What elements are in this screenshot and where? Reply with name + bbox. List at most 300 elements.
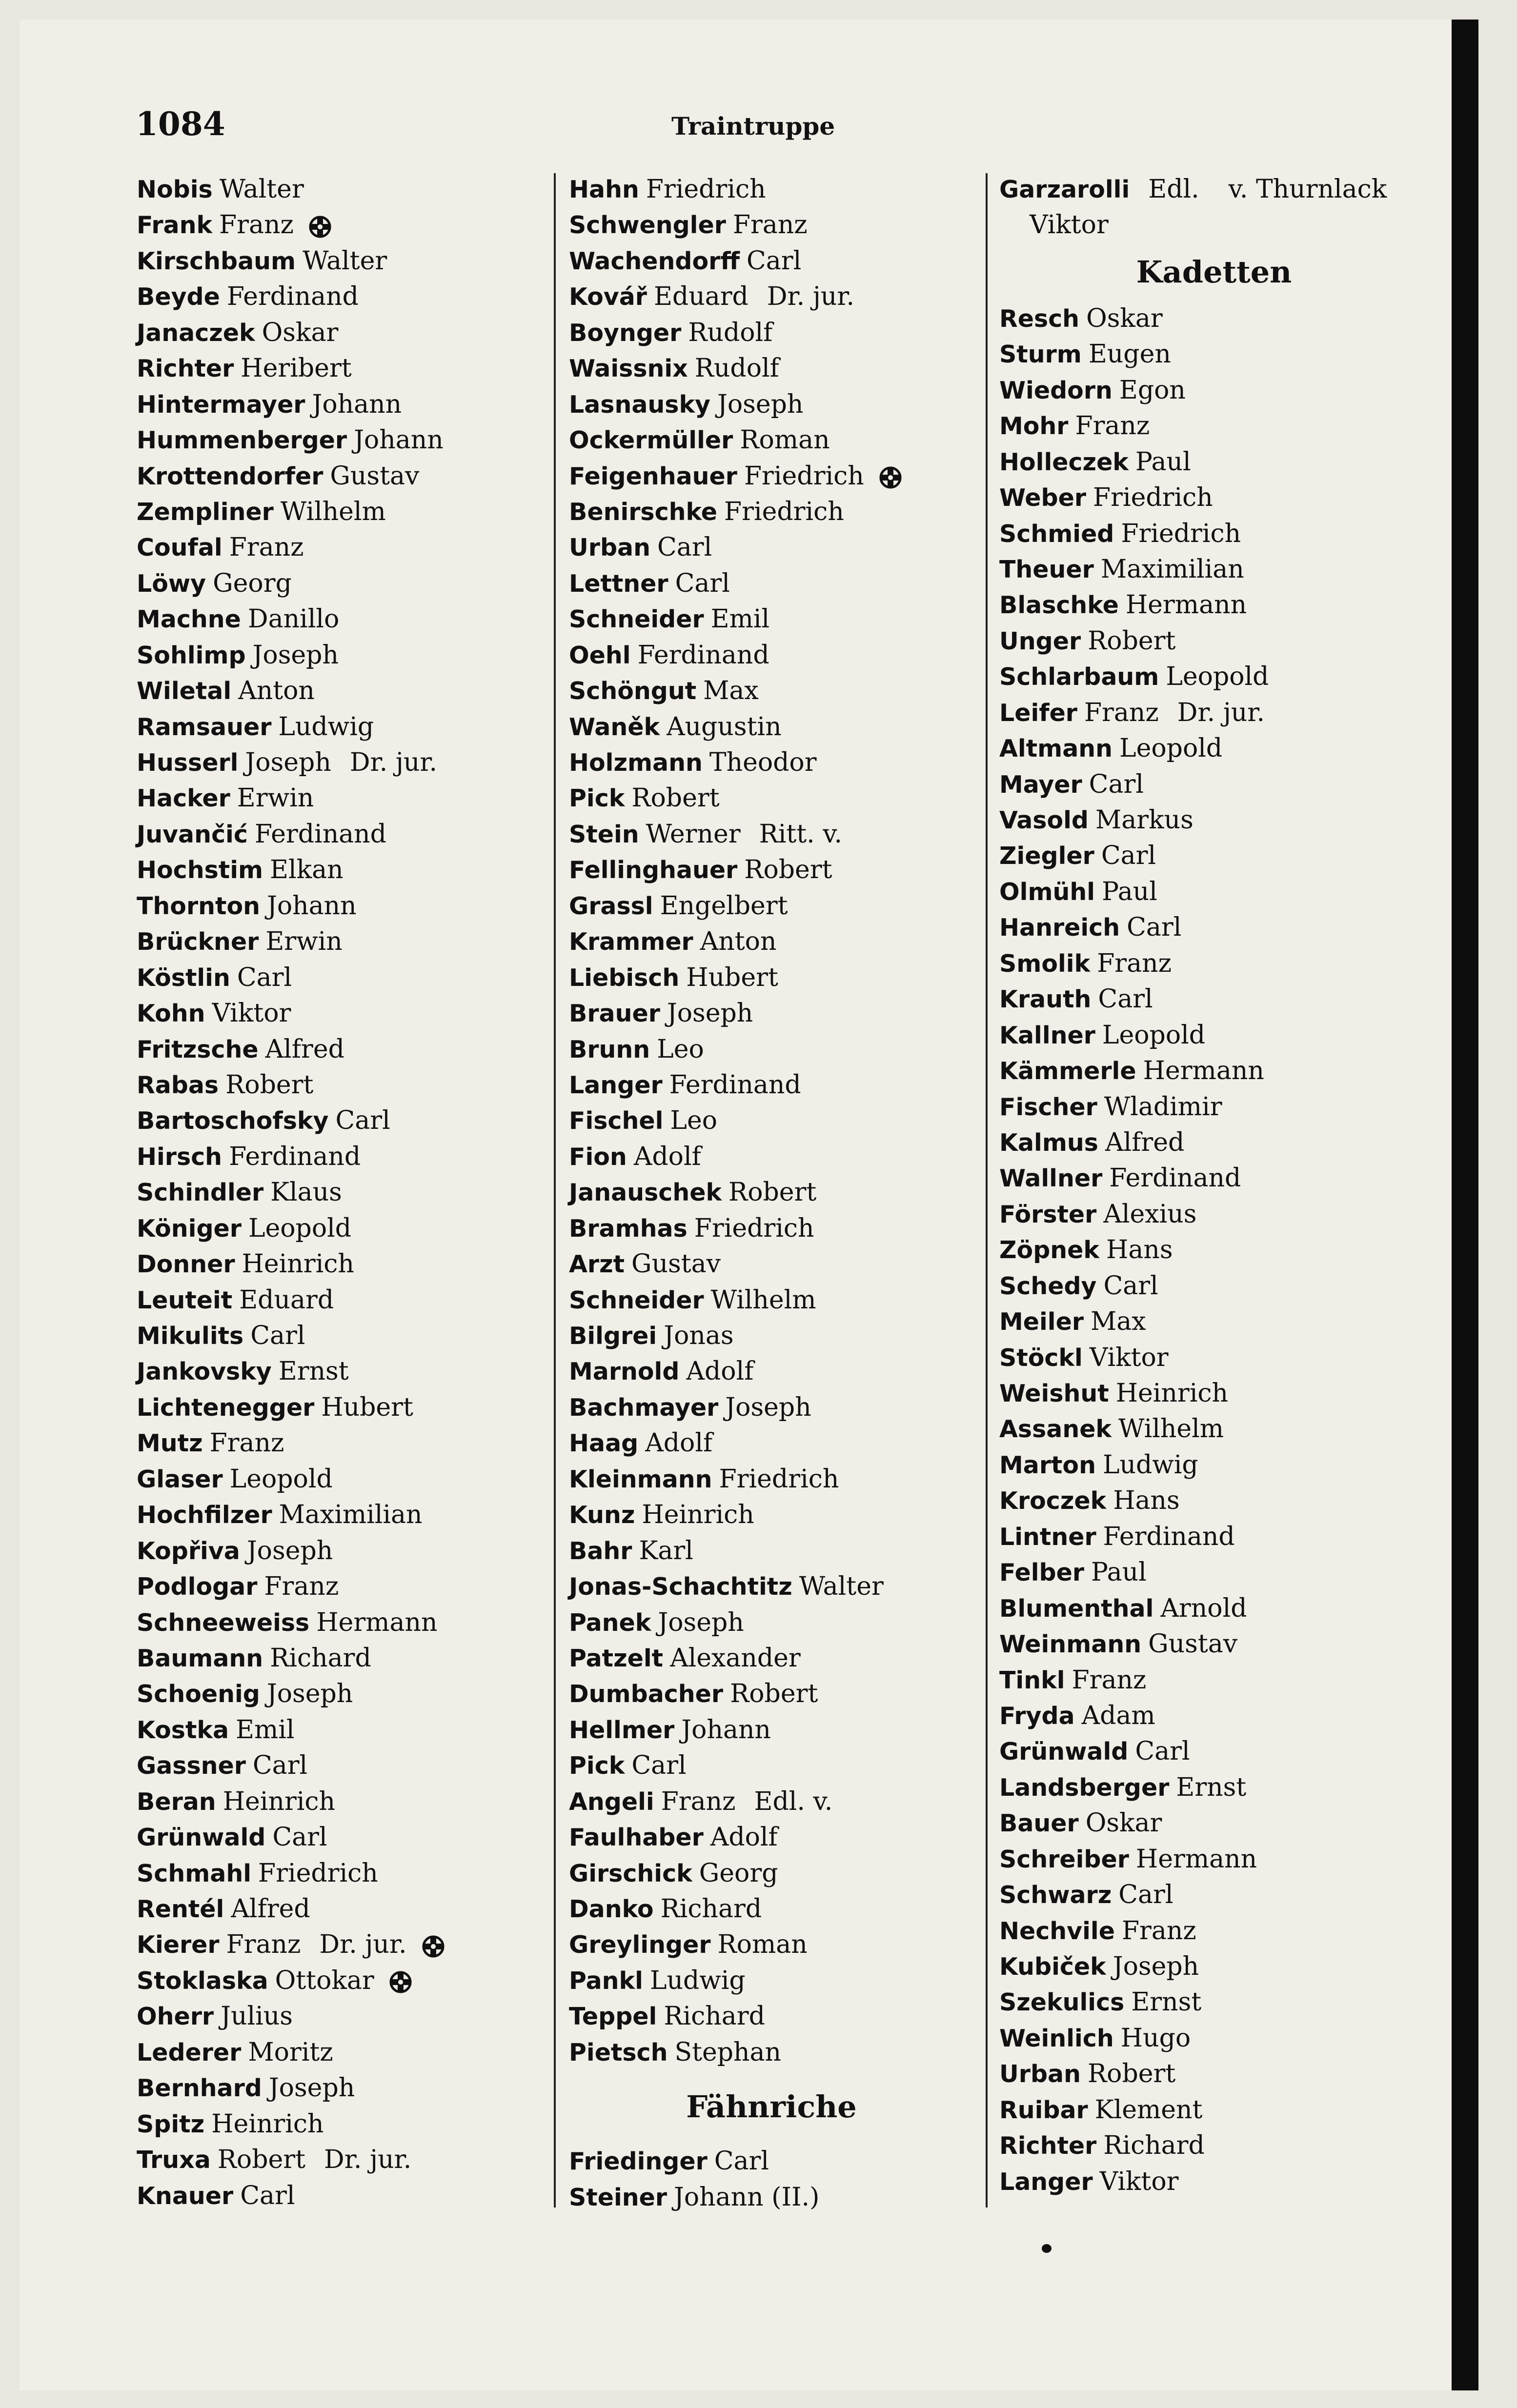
surname: Stöckl [999, 1344, 1083, 1372]
name-entry [999, 731, 1429, 766]
name-entry [569, 1067, 974, 1103]
surname: Sohlimp [137, 641, 246, 669]
name-entry [569, 1246, 974, 1282]
given-name: Viktor [1089, 1343, 1169, 1372]
surname: Fellinghauer [569, 856, 738, 884]
name-entry [999, 1698, 1429, 1734]
surname: Wallner [999, 1164, 1103, 1193]
given-name: Franz [1075, 411, 1150, 441]
surname: Knauer [137, 2182, 234, 2210]
name-entry [569, 207, 974, 243]
surname: Löwy [137, 569, 206, 598]
name-entry [999, 1555, 1429, 1590]
given-name: Maximilian [279, 1500, 423, 1530]
given-name: Hermann [1143, 1056, 1264, 1086]
name-entry [999, 1197, 1429, 1232]
name-entry [137, 1748, 542, 1784]
name-entry [137, 2035, 542, 2070]
surname: Kleinmann [569, 1465, 712, 1493]
given-name: Alfred [1105, 1127, 1185, 1157]
given-name: Carl [252, 1751, 308, 1781]
page-number: 1084 [136, 105, 225, 143]
surname: Husserl [137, 749, 239, 777]
name-entry [999, 1018, 1429, 1053]
surname: Grünwald [137, 1824, 266, 1852]
given-name: Ferdinand [1109, 1164, 1241, 1193]
name-entry [569, 1211, 974, 1246]
name-entry [569, 387, 974, 422]
given-name: Joseph [717, 389, 804, 419]
given-name: Friedrich [1121, 519, 1241, 548]
name-entry [999, 1626, 1429, 1662]
given-name: Georg [213, 568, 292, 598]
given-name: Robert [217, 2145, 306, 2175]
surname: Frank [137, 211, 213, 240]
given-name: Hubert [686, 963, 778, 992]
name-entry [137, 1891, 542, 1927]
surname: Spitz [137, 2110, 205, 2138]
name-entry [569, 1032, 974, 1067]
surname: Szekulics [999, 1988, 1125, 2017]
surname: Pankl [569, 1967, 643, 1995]
surname: Zempliner [137, 498, 274, 526]
name-entry [999, 1770, 1429, 1806]
name-entry [999, 982, 1429, 1017]
name-entry [569, 745, 974, 781]
given-name: Robert [728, 1178, 817, 1207]
given-name: Franz [226, 1930, 301, 1960]
name-entry [137, 2142, 542, 2178]
given-name: Ottokar [275, 1966, 374, 1995]
given-name: Heinrich [242, 1249, 354, 1279]
surname: Unger [999, 627, 1081, 655]
given-name: Ludwig [1102, 1450, 1198, 1480]
name-entry [999, 1411, 1429, 1447]
name-entry [569, 638, 974, 673]
given-name: Carl [1089, 769, 1144, 799]
name-entry [569, 1712, 974, 1748]
name-entry [569, 1641, 974, 1676]
given-name: Franz [1084, 698, 1159, 727]
surname: Bahr [569, 1537, 632, 1565]
surname: Köstlin [137, 963, 230, 992]
name-entry [137, 207, 542, 243]
given-name: Max [703, 676, 759, 706]
cross-icon [420, 1933, 447, 1960]
given-name: Heinrich [1115, 1379, 1229, 1408]
name-entry [569, 1748, 974, 1784]
surname: Angeli [569, 1787, 654, 1816]
name-entry [569, 1318, 974, 1354]
surname: Wiedorn [999, 376, 1112, 404]
surname: Schwarz [999, 1881, 1112, 1909]
given-name: Viktor [212, 999, 291, 1028]
given-name: Joseph [268, 2073, 355, 2103]
name-entry [137, 315, 542, 351]
surname: Waissnix [569, 355, 688, 383]
surname: Kovář [569, 283, 647, 311]
surname: Fryda [999, 1702, 1075, 1730]
name-entry [569, 817, 974, 852]
given-name: Joseph [658, 1607, 744, 1637]
name-entry [999, 1591, 1429, 1626]
name-entry [137, 2070, 542, 2106]
given-name: Eugen [1088, 340, 1171, 369]
name-entry [137, 1963, 542, 1999]
surname: Kroczek [999, 1487, 1107, 1515]
given-name: Max [1090, 1307, 1146, 1337]
name-entry [999, 695, 1429, 731]
given-name: Ferdinand [226, 282, 359, 312]
given-name: Hermann [1125, 590, 1247, 620]
given-name: Franz [1121, 1916, 1196, 1946]
section-heading-faehnriche: Fähnriche [686, 2089, 857, 2125]
surname: Haag [569, 1429, 639, 1458]
name-entry [569, 351, 974, 386]
surname: Urban [999, 2060, 1081, 2088]
name-entry [569, 1283, 974, 1318]
name-entry [569, 172, 974, 207]
given-name: Joseph [266, 1679, 353, 1709]
given-name: Ferdinand [254, 819, 386, 849]
given-name: Egon [1119, 375, 1186, 405]
ink-dot [1042, 2244, 1052, 2253]
given-name: Richard [664, 2002, 765, 2031]
given-name: Heribert [241, 354, 352, 383]
name-entry [569, 1605, 974, 1641]
name-entry [999, 1985, 1429, 2020]
name-entry [569, 279, 974, 315]
name-entry [999, 1089, 1429, 1125]
name-entry [999, 2128, 1429, 2164]
surname: Greylinger [569, 1931, 711, 1959]
given-name: Friedrich [744, 461, 864, 491]
surname: Felber [999, 1559, 1084, 1587]
surname: Grassl [569, 892, 653, 920]
column-3 [999, 172, 1429, 2200]
given-name: Johann (II.) [674, 2182, 820, 2212]
name-entry [999, 1053, 1429, 1089]
given-name: Richard [660, 1894, 762, 1924]
given-name: Ernst [1131, 1987, 1202, 2017]
given-name: Joseph [245, 748, 331, 777]
surname: Juvančić [137, 820, 248, 848]
given-name: Richard [1103, 2131, 1205, 2161]
given-name: Werner [646, 819, 741, 849]
given-name: Johann [267, 891, 357, 921]
scan-edge [1452, 20, 1478, 2390]
given-name: Gustav [330, 461, 420, 491]
surname: Theuer [999, 555, 1094, 583]
name-entry [999, 2092, 1429, 2128]
given-name: Adolf [645, 1428, 713, 1458]
surname: Oherr [137, 2003, 214, 2031]
surname: Waněk [569, 713, 660, 741]
surname: Assanek [999, 1415, 1112, 1444]
name-entry [137, 1569, 542, 1605]
name-entry [137, 279, 542, 315]
surname: Fischel [569, 1107, 664, 1135]
name-entry [569, 1927, 974, 1963]
name-entry [137, 602, 542, 637]
name-entry [999, 1806, 1429, 1841]
name-entry [999, 1232, 1429, 1268]
given-name: Alfred [231, 1894, 310, 1924]
surname: Fritzsche [137, 1035, 259, 1064]
surname: Rentél [137, 1895, 224, 1923]
name-entry [999, 946, 1429, 982]
given-name: Stephan [674, 2037, 782, 2067]
name-entry [137, 1318, 542, 1354]
given-name: Hans [1113, 1486, 1180, 1516]
surname: Beran [137, 1787, 216, 1816]
name-entry [569, 1354, 974, 1389]
surname: Zöpnek [999, 1236, 1099, 1264]
given-name: Carl [250, 1321, 305, 1350]
given-name: Robert [1087, 2059, 1176, 2089]
name-entry [569, 1820, 974, 1855]
given-name: Friedrich [724, 497, 844, 526]
surname: Mutz [137, 1429, 203, 1458]
given-name: Walter [303, 246, 387, 276]
surname: Brauer [569, 1000, 660, 1028]
name-entry [999, 1483, 1429, 1519]
given-name: Erwin [265, 927, 343, 957]
surname: Thornton [137, 892, 260, 920]
surname: Krottendorfer [137, 462, 324, 490]
column-rule-right [986, 173, 988, 2207]
given-name: Emil [710, 604, 770, 634]
name-entry [999, 2056, 1429, 2092]
column-rule-left [554, 173, 556, 2207]
name-entry [137, 422, 542, 458]
surname: Ramsauer [137, 713, 272, 741]
name-entry [137, 1354, 542, 1389]
given-name: Richard [270, 1643, 371, 1673]
surname: Leuteit [137, 1286, 233, 1314]
name-entry [999, 623, 1429, 659]
surname: Hanreich [999, 914, 1120, 942]
surname: Bilgrei [569, 1322, 657, 1350]
given-name: Oskar [1086, 303, 1163, 333]
given-name: Leopold [248, 1213, 352, 1243]
name-entry [569, 566, 974, 602]
surname: Weishut [999, 1380, 1109, 1407]
surname: Ziegler [999, 842, 1094, 870]
given-name: Friedrich [694, 1213, 814, 1243]
surname: Pick [569, 784, 625, 813]
given-name: Ernst [1176, 1772, 1247, 1802]
given-name: Franz [1097, 948, 1172, 978]
given-name: Wilhelm [1118, 1414, 1224, 1444]
given-name: Franz [1072, 1665, 1147, 1695]
surname: Smolik [999, 949, 1091, 978]
name-entry [999, 659, 1429, 695]
surname: Urban [569, 534, 650, 562]
given-name: Adolf [710, 1823, 778, 1852]
name-entry [137, 1927, 542, 1963]
name-entry [999, 1268, 1429, 1304]
title-suffix: Ritt. v. [759, 819, 842, 849]
surname: Fischer [999, 1093, 1097, 1121]
given-name: Leopold [229, 1464, 333, 1494]
column-1 [137, 172, 542, 2214]
cross-icon [387, 1968, 414, 1996]
surname: Weinlich [999, 2024, 1114, 2052]
surname: Stein [569, 820, 639, 848]
given-name: Walter [799, 1572, 884, 1602]
name-entry [999, 2021, 1429, 2056]
name-entry [569, 1569, 974, 1605]
name-entry [137, 172, 542, 207]
given-name: Robert [744, 855, 832, 885]
given-name: Ferdinand [1103, 1522, 1235, 1551]
surname: Schwengler [569, 211, 726, 240]
name-entry [999, 480, 1429, 516]
name-entry [137, 673, 542, 709]
given-name: Klement [1094, 2095, 1203, 2125]
surname: Krauth [999, 985, 1092, 1014]
given-name: Friedrich [646, 175, 766, 204]
surname: Ruibar [999, 2096, 1088, 2124]
given-name: Oskar [262, 318, 339, 347]
given-name: Joseph [667, 999, 753, 1028]
name-entry [137, 852, 542, 888]
surname: Pick [569, 1752, 625, 1780]
surname: Hochfilzer [137, 1501, 272, 1529]
surname: Langer [569, 1071, 663, 1099]
title: Edl. [1148, 175, 1199, 204]
given-name: Carl [1103, 1271, 1158, 1301]
given-name: Anton [238, 676, 315, 706]
name-entry [137, 1641, 542, 1676]
name-entry [999, 301, 1429, 337]
given-name: Theodor [709, 748, 817, 777]
surname: Lintner [999, 1523, 1096, 1551]
surname: Olmühl [999, 878, 1095, 906]
surname: Hintermayer [137, 390, 305, 419]
name-entry [999, 838, 1429, 874]
name-entry [569, 315, 974, 351]
name-entry [569, 1963, 974, 1999]
given-name: Franz [661, 1786, 736, 1816]
given-name: Hermann [316, 1607, 438, 1637]
given-name: Roman [717, 1930, 808, 1960]
given-name: Wilhelm [710, 1285, 816, 1315]
name-entry [569, 1175, 974, 1210]
surname: Schedy [999, 1272, 1097, 1300]
surname: Jonas-Schachtitz [569, 1573, 792, 1601]
name-entry [137, 1999, 542, 2034]
name-entry [137, 1856, 542, 1891]
surname: Vasold [999, 806, 1089, 834]
given-name: Klaus [270, 1178, 342, 1207]
name-entry [569, 1497, 974, 1533]
given-name: Carl [335, 1106, 390, 1136]
given-name: Eduard [239, 1285, 334, 1315]
given-name: Oskar [1085, 1808, 1162, 1838]
given-name: Carl [675, 568, 730, 598]
surname: Holleczek [999, 448, 1129, 476]
name-entry [137, 709, 542, 745]
name-entry [137, 243, 542, 279]
name-entry [137, 387, 542, 422]
surname: Sturm [999, 341, 1082, 369]
name-entry [137, 566, 542, 602]
surname: Schreiber [999, 1845, 1129, 1873]
given-name: Carl [714, 2147, 769, 2176]
surname: Weber [999, 484, 1087, 512]
name-entry [569, 602, 974, 637]
surname: Panek [569, 1608, 651, 1637]
surname: Mikulits [137, 1322, 244, 1350]
surname: Kirschbaum [137, 247, 296, 275]
surname: Kunz [569, 1501, 635, 1529]
name-entry [137, 1712, 542, 1748]
surname: Coufal [137, 534, 222, 562]
given-name: Moritz [248, 2037, 333, 2067]
given-name: Ludwig [278, 712, 374, 742]
surname: Marton [999, 1451, 1096, 1479]
surname: Dumbacher [569, 1680, 724, 1708]
cross-icon [306, 213, 334, 241]
name-entry [999, 1877, 1429, 1913]
given-name: Carl [631, 1751, 687, 1781]
given-name: Georg [699, 1858, 778, 1888]
given-name: Arnold [1160, 1593, 1247, 1623]
surname: Kopřiva [137, 1537, 240, 1565]
given-name: Carl [1098, 984, 1153, 1014]
name-entry [137, 1175, 542, 1210]
surname: Oehl [569, 641, 631, 669]
name-entry [137, 781, 542, 816]
given-name: Johann [681, 1715, 771, 1745]
given-name: Leopold [1119, 734, 1223, 763]
given-name: Roman [740, 425, 830, 455]
given-name: Joseph [246, 1536, 333, 1565]
given-name: Leo [670, 1106, 718, 1136]
given-name: Franz [732, 210, 808, 240]
name-entry [569, 1676, 974, 1712]
name-entry [137, 960, 542, 996]
given-name: Emil [236, 1715, 295, 1745]
surname: Kohn [137, 1000, 205, 1028]
surname: Patzelt [569, 1644, 664, 1672]
name-entry [569, 1999, 974, 2034]
name-entry [999, 874, 1429, 910]
name-entry [999, 516, 1429, 552]
name-entry [569, 1103, 974, 1139]
given-name: Rudolf [688, 318, 773, 347]
surname: Wiletal [137, 677, 232, 705]
surname: Wachendorff [569, 247, 740, 275]
given-name: Robert [730, 1679, 818, 1709]
name-entry [137, 1283, 542, 1318]
surname: Hochstim [137, 856, 263, 884]
given-name: Alfred [265, 1034, 344, 1064]
surname: Danko [569, 1895, 654, 1923]
given-name: Ferdinand [229, 1142, 361, 1171]
given-name: Anton [700, 927, 777, 957]
surname: Pietsch [569, 2038, 668, 2067]
name-entry [569, 852, 974, 888]
name-entry [999, 1376, 1429, 1411]
surname: Krammer [569, 928, 693, 956]
running-title: Traintruppe [671, 112, 835, 140]
surname: Hirsch [137, 1143, 222, 1171]
given-name: Ferdinand [637, 640, 769, 670]
surname: Marnold [569, 1358, 680, 1386]
